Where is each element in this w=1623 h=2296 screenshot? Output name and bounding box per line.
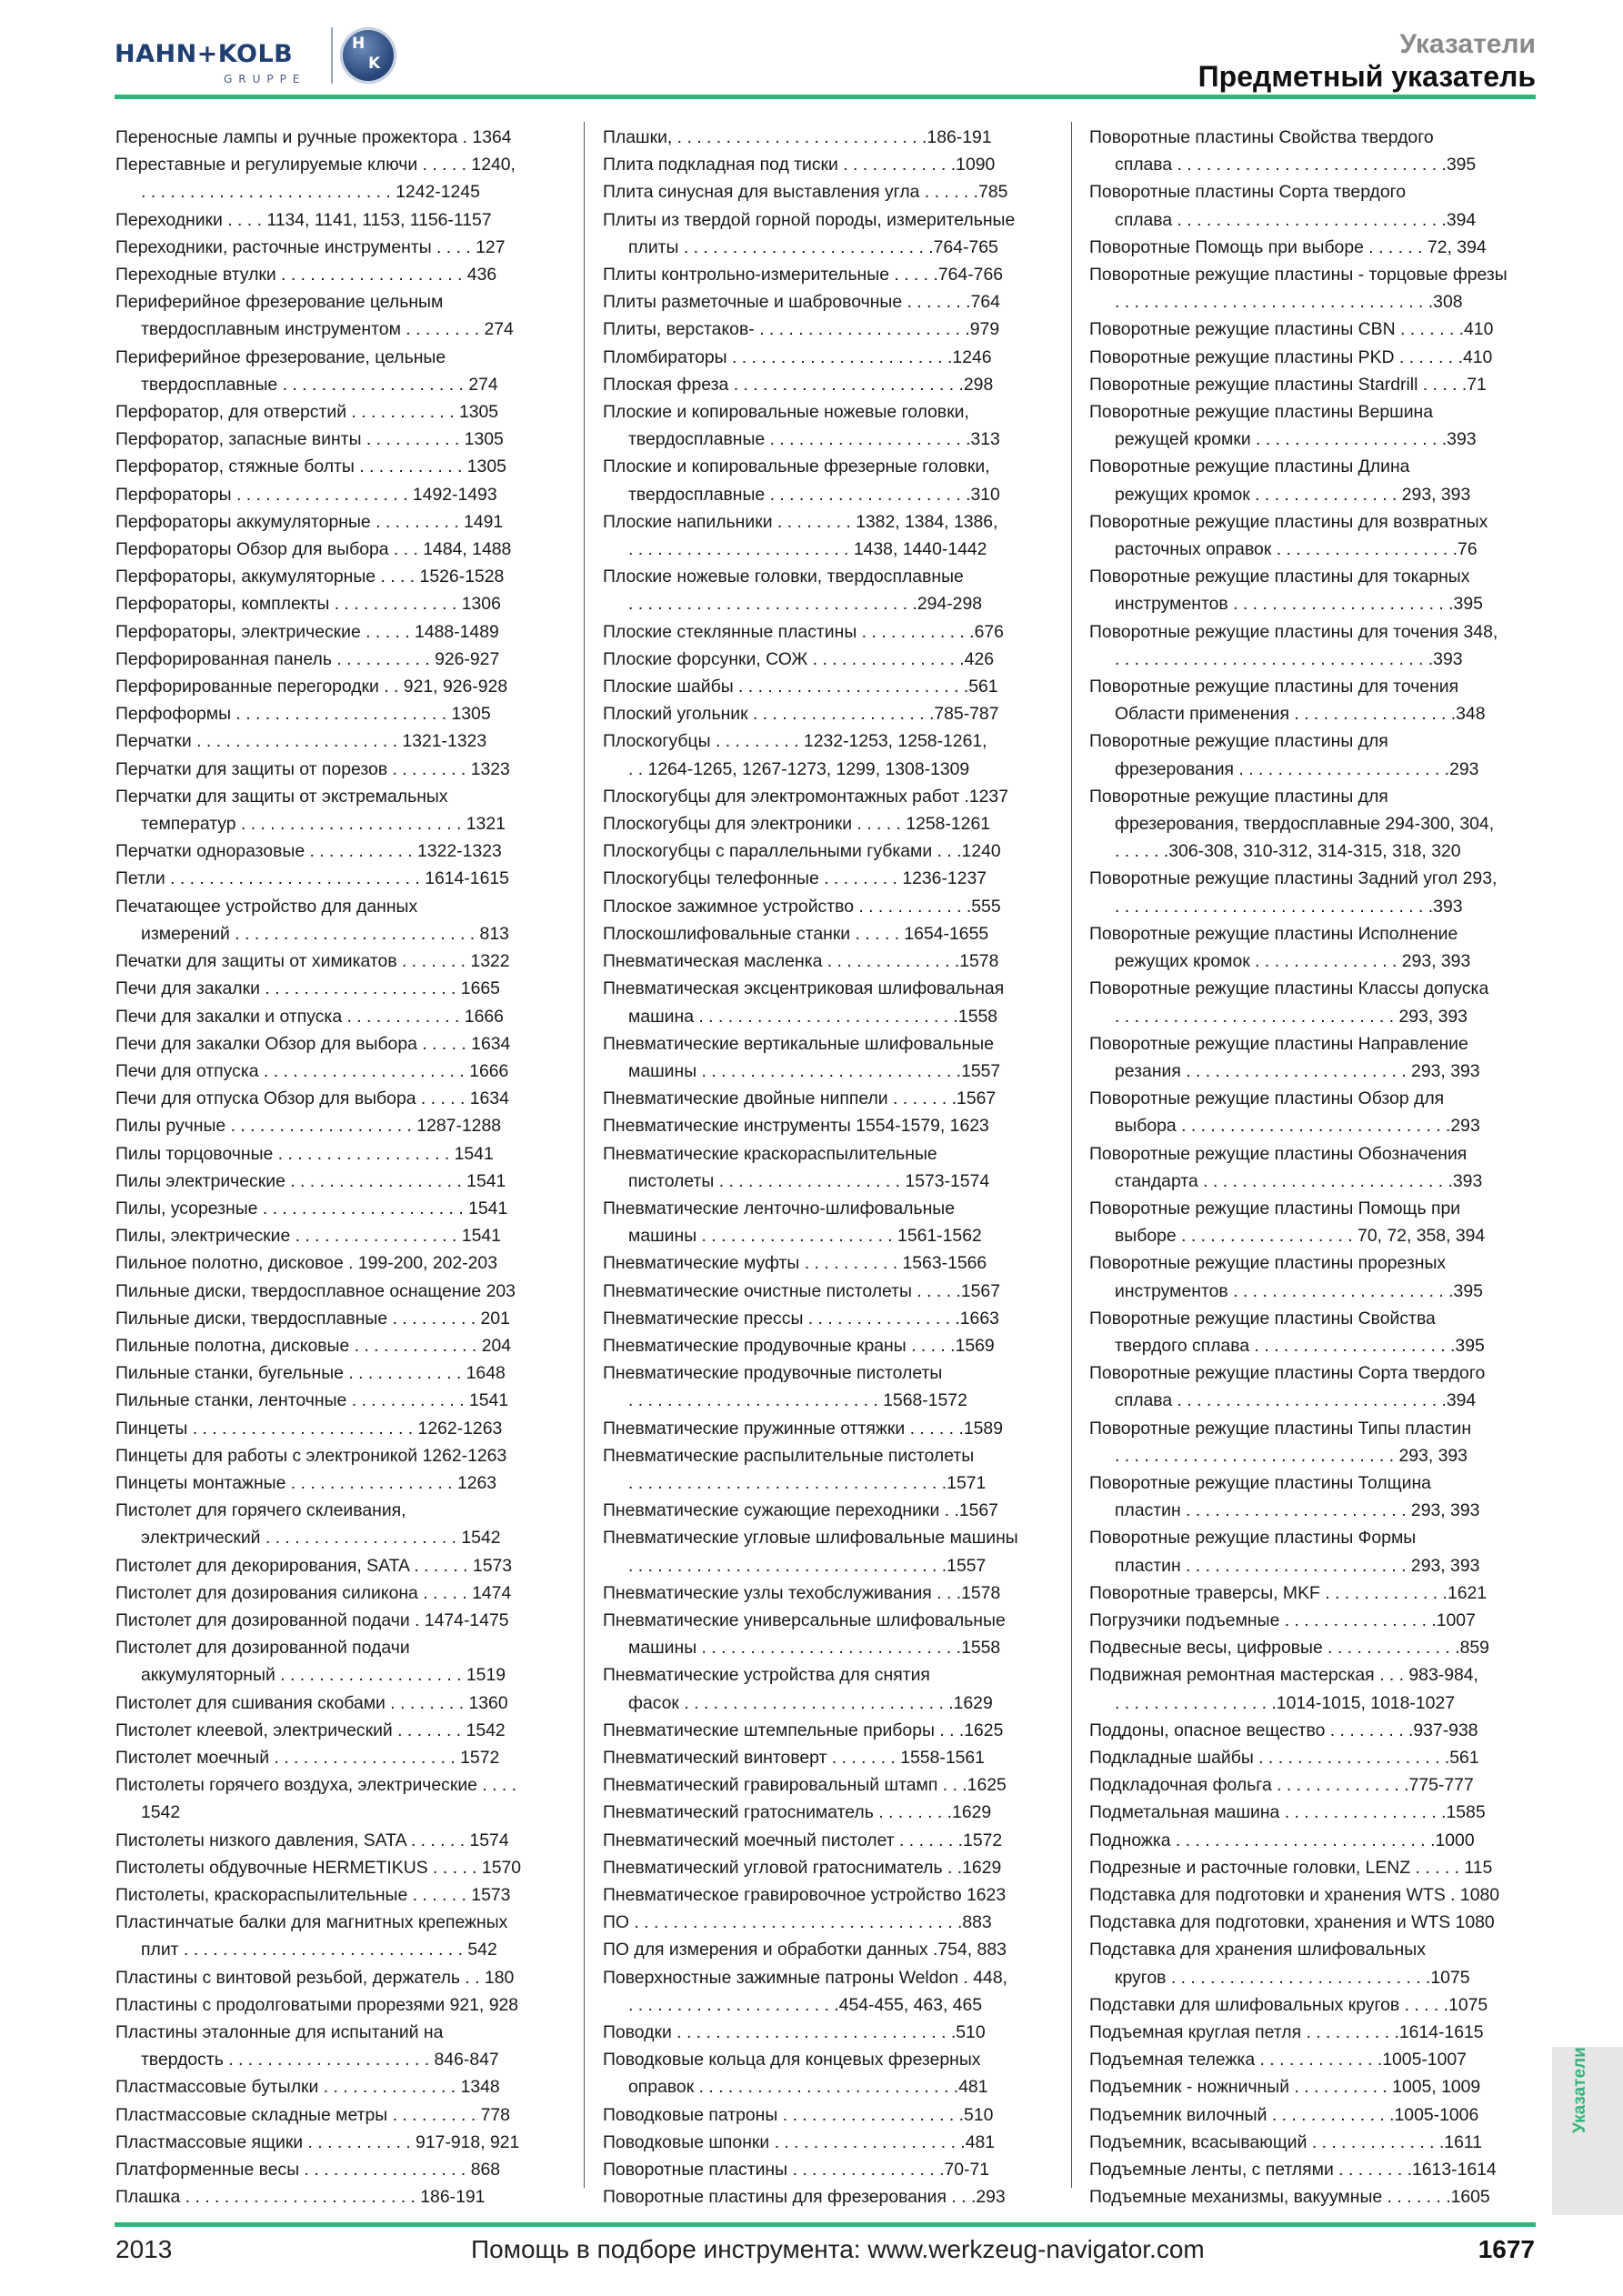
index-entry: Плоские и копировальные ножевые головки, bbox=[603, 402, 969, 423]
index-entry: . . . . . . . . . . . . . . . . . . . . . . . . . . . . . 293, 393 bbox=[1115, 1006, 1468, 1027]
index-entry: Области применения . . . . . . . . . . . . . . . . .348 bbox=[1115, 704, 1486, 725]
index-entry: Пильные диски, твердосплавное оснащение 203 bbox=[115, 1280, 516, 1301]
index-entry: Пневматические распылительные пистолеты bbox=[603, 1445, 975, 1466]
index-entry: Пневматический угловой гратосниматель . .1629 bbox=[603, 1857, 1002, 1878]
index-entry: Плашки, . . . . . . . . . . . . . . . . . . . . . . . . . .186-191 bbox=[603, 127, 992, 147]
index-entry: Плоские ножевые головки, твердосплавные bbox=[603, 566, 964, 587]
index-entry: Плиты контрольно-измерительные . . . . .764-766 bbox=[603, 265, 1004, 286]
index-entry: Плиты из твердой горной породы, измерительные bbox=[603, 209, 1016, 230]
index-entry: Подставка для хранения шлифовальных bbox=[1089, 1940, 1426, 1960]
index-entry: Поворотные режущие пластины Направление bbox=[1089, 1033, 1468, 1054]
index-entry: Пильные станки, ленточные . . . . . . . . . . . . 1541 bbox=[115, 1390, 509, 1411]
index-entry: . . 1264-1265, 1267-1273, 1299, 1308-1309 bbox=[628, 758, 970, 779]
index-entry: Печи для отпуска . . . . . . . . . . . . . . . . . . . . . 1666 bbox=[115, 1060, 509, 1081]
index-entry: Плоская фреза . . . . . . . . . . . . . . . . . . . . . . . .298 bbox=[603, 374, 994, 395]
index-entry: Поддоны, опасное вещество . . . . . . . . .937-938 bbox=[1089, 1719, 1478, 1740]
index-entry: Перчатки . . . . . . . . . . . . . . . . . . . . . 1321-1323 bbox=[115, 731, 487, 752]
index-entry: Пневматические узлы техобслуживания . . .1578 bbox=[603, 1582, 1001, 1603]
page-number: 1677 bbox=[1478, 2235, 1535, 2263]
index-entry: Печи для закалки и отпуска . . . . . . . . . . . . 1666 bbox=[115, 1006, 504, 1027]
index-entry: инструментов . . . . . . . . . . . . . . . . . . . . . . .395 bbox=[1115, 594, 1483, 615]
index-entry: расточных оправок . . . . . . . . . . . . . . . . . . .76 bbox=[1115, 539, 1478, 560]
index-entry: . . . . . .306-308, 310-312, 314-315, 318, 320 bbox=[1115, 841, 1461, 862]
index-entry: Плоскогубцы с параллельными губками . . .1240 bbox=[603, 841, 1001, 862]
index-entry: ПО для измерения и обработки данных .754, 883 bbox=[603, 1940, 1007, 1960]
index-entry: кругов . . . . . . . . . . . . . . . . . . . . . . . . . . .1075 bbox=[1115, 1967, 1470, 1988]
index-entry: Поворотные режущие пластины Stardrill . . . . .71 bbox=[1089, 374, 1487, 395]
index-entry: Переходники . . . . 1134, 1141, 1153, 1156-1157 bbox=[115, 209, 492, 230]
index-entry: Плоские и копировальные фрезерные головки, bbox=[603, 456, 990, 477]
index-entry: Печи для закалки Обзор для выбора . . . . . 1634 bbox=[115, 1033, 511, 1054]
index-entry: Пистолет для дозированной подачи . 1474-1475 bbox=[115, 1609, 509, 1630]
index-entry: Пневматические очистные пистолеты . . . . .1567 bbox=[603, 1280, 1000, 1301]
index-entry: Плита подкладная под тиски . . . . . . . . . . . .1090 bbox=[603, 155, 996, 175]
index-entry: твердость . . . . . . . . . . . . . . . . . . . . . 846-847 bbox=[141, 2050, 499, 2070]
index-entry: Плоские напильники . . . . . . . . 1382, 1384, 1386, bbox=[603, 511, 998, 532]
index-entry: Пневматическое гравировочное устройство 1623 bbox=[603, 1885, 1007, 1905]
index-entry: Пистолет моечный . . . . . . . . . . . . . . . . . . . 1572 bbox=[115, 1747, 500, 1768]
index-entry: Пилы торцовочные . . . . . . . . . . . . . . . . . . 1541 bbox=[115, 1143, 494, 1164]
index-column-2 bbox=[603, 124, 1053, 2211]
index-entry: Перфорированная панель . . . . . . . . . . 926-927 bbox=[115, 648, 500, 669]
index-entry: Поворотные режущие пластины прорезных bbox=[1089, 1253, 1447, 1274]
index-entry: Подъемник - ножничный . . . . . . . . . . 1005, 1009 bbox=[1089, 2077, 1481, 2098]
index-entry: Плашка . . . . . . . . . . . . . . . . . . . . . . . . 186-191 bbox=[115, 2187, 486, 2208]
index-entry: Переходные втулки . . . . . . . . . . . . . . . . . . . 436 bbox=[115, 265, 497, 286]
index-entry: Пневматическая масленка . . . . . . . . . . . . . .1578 bbox=[603, 951, 999, 972]
index-entry: Перчатки для защиты от экстремальных bbox=[115, 786, 448, 807]
index-entry: . . . . . . . . . . . . . . . . . . . . . . . . . . . . . . . . .308 bbox=[1115, 292, 1463, 313]
page-title: Предметный указатель bbox=[1197, 60, 1536, 93]
index-entry: Пилы ручные . . . . . . . . . . . . . . . . . . . 1287-1288 bbox=[115, 1116, 502, 1137]
index-entry: Перфораторы, комплекты . . . . . . . . . . . . . 1306 bbox=[115, 594, 501, 615]
index-entry: пистолеты . . . . . . . . . . . . . . . . . . . 1573-1574 bbox=[628, 1170, 990, 1191]
index-entry: оправок . . . . . . . . . . . . . . . . . . . . . . . . . . .481 bbox=[628, 2077, 988, 2098]
index-entry: Поворотные режущие пластины Вершина bbox=[1089, 402, 1434, 423]
index-entry: Пистолет для дозирования силикона . . . . . 1474 bbox=[115, 1582, 512, 1603]
index-entry: Плоские стеклянные пластины . . . . . . . . . . . .676 bbox=[603, 621, 1004, 642]
index-entry: Подъемная тележка . . . . . . . . . . . . .1005-1007 bbox=[1089, 2050, 1467, 2070]
index-entry: Поворотные режущие пластины Сорта твердого bbox=[1089, 1363, 1486, 1384]
index-entry: Печи для отпуска Обзор для выбора . . . . . 1634 bbox=[115, 1088, 509, 1109]
index-entry: Поворотные режущие пластины CBN . . . . . . .410 bbox=[1089, 319, 1494, 340]
index-entry: режущих кромок . . . . . . . . . . . . . . . 293, 393 bbox=[1115, 484, 1471, 505]
index-entry: Пистолеты, краскораспылительные . . . . . . 1573 bbox=[115, 1885, 511, 1905]
index-entry: температур . . . . . . . . . . . . . . . . . . . . . . . 1321 bbox=[141, 814, 506, 835]
index-entry: Пластмассовые складные метры . . . . . . . . . 778 bbox=[115, 2104, 510, 2125]
index-entry: Пластины эталонные для испытаний на bbox=[115, 2022, 444, 2043]
index-entry: Пинцеты . . . . . . . . . . . . . . . . . . . . . . . 1262-1263 bbox=[115, 1418, 503, 1439]
footer-divider bbox=[115, 2222, 1536, 2227]
index-entry: твердого сплава . . . . . . . . . . . . . . . . . . . . .395 bbox=[1115, 1335, 1485, 1356]
index-entry: Подставка для подготовки и хранения WTS . 1080 bbox=[1089, 1885, 1500, 1905]
index-entry: Петли . . . . . . . . . . . . . . . . . . . . . . . . . . 1614-1615 bbox=[115, 868, 509, 889]
index-entry: Пневматические краскораспылительные bbox=[603, 1143, 937, 1164]
index-entry: Перфорированные перегородки . . 921, 926-928 bbox=[115, 677, 508, 697]
index-entry: Перфоратор, для отверстий . . . . . . . . . . . 1305 bbox=[115, 402, 499, 423]
index-entry: Поворотные режущие пластины для bbox=[1089, 731, 1388, 752]
index-entry: Пинцеты монтажные . . . . . . . . . . . . . . . . . 1263 bbox=[115, 1472, 497, 1493]
logo-emblem-icon bbox=[340, 27, 396, 84]
index-entry: Перфоформы . . . . . . . . . . . . . . . . . . . . . . 1305 bbox=[115, 704, 491, 725]
index-entry: Пневматический гравировальный штамп . . .1625 bbox=[603, 1775, 1007, 1796]
index-entry: Подъемные механизмы, вакуумные . . . . . . .1605 bbox=[1089, 2187, 1490, 2208]
index-entry: машины . . . . . . . . . . . . . . . . . . . . 1561-1562 bbox=[628, 1226, 982, 1247]
index-entry: Пилы электрические . . . . . . . . . . . . . . . . . . 1541 bbox=[115, 1170, 506, 1191]
index-entry: . . . . . . . . . . . . . . . . . . . . . . . . . . . . . . . . .1557 bbox=[628, 1555, 987, 1576]
index-entry: Пневматические инструменты 1554-1579, 1623 bbox=[603, 1116, 989, 1137]
index-entry: Пильное полотно, дисковое . 199-200, 202-203 bbox=[115, 1253, 497, 1274]
index-entry: . . . . . . . . . . . . . . . . . . . . . . . . . . 1568-1572 bbox=[628, 1390, 967, 1411]
index-entry: Пломбираторы . . . . . . . . . . . . . . . . . . . . . . .1246 bbox=[603, 346, 992, 367]
index-entry: режущей кромки . . . . . . . . . . . . . . . . . . . .393 bbox=[1115, 429, 1477, 450]
index-entry: Печи для закалки . . . . . . . . . . . . . . . . . . . . 1665 bbox=[115, 978, 500, 999]
index-entry: твердосплавные . . . . . . . . . . . . . . . . . . . . .313 bbox=[628, 429, 1000, 450]
index-entry: Перфораторы . . . . . . . . . . . . . . . . . . 1492-1493 bbox=[115, 484, 497, 505]
index-entry: Пневматический моечный пистолет . . . . . . .1572 bbox=[603, 1830, 1003, 1850]
index-entry: Поворотные режущие пластины для токарных bbox=[1089, 566, 1470, 587]
emblem-letter-h: H bbox=[352, 35, 366, 53]
index-entry: Поворотные режущие пластины для возвратных bbox=[1089, 511, 1488, 532]
footer-year: 2013 bbox=[115, 2235, 173, 2263]
index-entry: Поворотные пластины для фрезерования . . .293 bbox=[603, 2187, 1006, 2208]
index-entry: Поворотные режущие пластины Исполнение bbox=[1089, 923, 1458, 944]
index-entry: резания . . . . . . . . . . . . . . . . . . . . . . . 293, 393 bbox=[1115, 1060, 1480, 1081]
index-entry: Поворотные режущие пластины для точения 348, bbox=[1089, 621, 1498, 642]
index-entry: Пневматические пружинные оттяжки . . . . . .1589 bbox=[603, 1418, 1003, 1439]
index-entry: выборе . . . . . . . . . . . . . . . . . . 70, 72, 358, 394 bbox=[1115, 1226, 1486, 1247]
index-entry: Плоскогубцы . . . . . . . . . 1232-1253, 1258-1261, bbox=[603, 731, 987, 752]
index-entry: Пневматические ленточно-шлифовальные bbox=[603, 1198, 956, 1218]
index-entry: Пластинчатые балки для магнитных крепежных bbox=[115, 1912, 508, 1933]
index-entry: Поворотные режущие пластины для точения bbox=[1089, 677, 1459, 697]
index-entry: Пистолет для горячего склеивания, bbox=[115, 1500, 406, 1521]
index-entry: Пневматические прессы . . . . . . . . . . . . . . . .1663 bbox=[603, 1308, 999, 1328]
index-entry: Поворотные режущие пластины Помощь при bbox=[1089, 1198, 1461, 1218]
index-entry: Пильные полотна, дисковые . . . . . . . . . . . . . 204 bbox=[115, 1335, 512, 1356]
index-entry: Поводковые кольца для концевых фрезерных bbox=[603, 2050, 981, 2070]
index-entry: Поворотные пластины . . . . . . . . . . . . . . . .70-71 bbox=[603, 2160, 990, 2181]
index-entry: Поворотные режущие пластины Задний угол 293, bbox=[1089, 868, 1498, 889]
index-entry: Пильные станки, бугельные . . . . . . . . . . . . 1648 bbox=[115, 1363, 506, 1384]
index-entry: Поворотные режущие пластины Классы допуска bbox=[1089, 978, 1489, 999]
index-entry: Плоскогубцы для электроники . . . . . 1258-1261 bbox=[603, 814, 991, 835]
index-entry: Поворотные режущие пластины Обзор для bbox=[1089, 1088, 1445, 1109]
index-entry: Подметальная машина . . . . . . . . . . . . . . . . .1585 bbox=[1089, 1802, 1486, 1823]
index-entry: Переходники, расточные инструменты . . . . 127 bbox=[115, 236, 506, 257]
index-entry: Подставки для шлифовальных кругов . . . . .1075 bbox=[1089, 1994, 1488, 2015]
index-entry: Поворотные траверсы, MKF . . . . . . . . . . . . .1621 bbox=[1089, 1582, 1488, 1603]
index-entry: Перчатки одноразовые . . . . . . . . . . . 1322-1323 bbox=[115, 841, 502, 862]
index-entry: Перфораторы Обзор для выбора . . . 1484, 1488 bbox=[115, 539, 512, 560]
index-entry: . . . . . . . . . . . . . . . . . . . . . . . 1438, 1440-1442 bbox=[628, 539, 987, 560]
index-entry: . . . . . . . . . . . . . . . . . . . . . .454-455, 463, 465 bbox=[628, 1994, 983, 2015]
index-entry: фрезерования, твердосплавные 294-300, 304, bbox=[1115, 814, 1495, 835]
index-entry: Плоскогубцы телефонные . . . . . . . . 1236-1237 bbox=[603, 868, 987, 889]
index-entry: Поворотные режущие пластины Формы bbox=[1089, 1528, 1417, 1549]
index-entry: Перфораторы аккумуляторные . . . . . . . . . 1491 bbox=[115, 511, 504, 532]
index-entry: Пневматические угловые шлифовальные машины bbox=[603, 1528, 1018, 1549]
index-entry: Периферийное фрезерование, цельные bbox=[115, 346, 446, 367]
index-entry: режущих кромок . . . . . . . . . . . . . . . 293, 393 bbox=[1115, 951, 1471, 972]
index-entry: Периферийное фрезерование цельным bbox=[115, 292, 444, 313]
index-entry: Подъемная круглая петля . . . . . . . . . .1614-1615 bbox=[1089, 2022, 1484, 2043]
index-entry: твердосплавные . . . . . . . . . . . . . . . . . . . . .310 bbox=[628, 484, 1000, 505]
index-entry: Пневматические продувочные пистолеты bbox=[603, 1363, 943, 1384]
index-entry: Плоскогубцы для электромонтажных работ .1237 bbox=[603, 786, 1008, 807]
index-entry: Переставные и регулируемые ключи . . . . . 1240, bbox=[115, 155, 516, 175]
index-entry: Пистолет клеевой, электрический . . . . . . . 1542 bbox=[115, 1719, 506, 1740]
index-entry: Пластмассовые ящики . . . . . . . . . . . 917-918, 921 bbox=[115, 2131, 520, 2152]
index-entry: твердосплавные . . . . . . . . . . . . . . . . . . . 274 bbox=[141, 374, 498, 395]
index-entry: Пневматические муфты . . . . . . . . . . 1563-1566 bbox=[603, 1253, 987, 1274]
index-entry: Пневматические универсальные шлифовальные bbox=[603, 1609, 1006, 1630]
index-entry: плит . . . . . . . . . . . . . . . . . . . . . . . . . . . . . 542 bbox=[141, 1940, 497, 1960]
index-entry: машины . . . . . . . . . . . . . . . . . . . . . . . . . . .1557 bbox=[628, 1060, 1001, 1081]
index-entry: Пневматические сужающие переходники . .1567 bbox=[603, 1500, 998, 1521]
index-entry: Подрезные и расточные головки, LENZ . . . . . 115 bbox=[1089, 1857, 1493, 1878]
index-entry: Пластмассовые бутылки . . . . . . . . . . . . . . 1348 bbox=[115, 2077, 500, 2098]
index-entry: Пилы, усорезные . . . . . . . . . . . . . . . . . . . . . 1541 bbox=[115, 1198, 508, 1218]
index-entry: Поворотные режущие пластины Свойства bbox=[1089, 1308, 1436, 1328]
index-entry: фасок . . . . . . . . . . . . . . . . . . . . . . . . . . . .1629 bbox=[628, 1692, 993, 1713]
index-entry: Поворотные режущие пластины Толщина bbox=[1089, 1472, 1431, 1493]
index-entry: Подкладочная фольга . . . . . . . . . . . . . .775-777 bbox=[1089, 1775, 1474, 1796]
column-divider bbox=[584, 122, 585, 2188]
index-entry: Поворотные режущие пластины - торцовые фрезы bbox=[1089, 265, 1508, 286]
index-entry: Перфораторы, электрические . . . . . 1488-1489 bbox=[115, 621, 499, 642]
index-entry: Пластины с винтовой резьбой, держатель . . 180 bbox=[115, 1967, 515, 1988]
index-entry: Поводковые патроны . . . . . . . . . . . . . . . . . . .510 bbox=[603, 2104, 994, 2125]
index-entry: электрический . . . . . . . . . . . . . . . . . . . . 1542 bbox=[141, 1528, 501, 1549]
index-entry: инструментов . . . . . . . . . . . . . . . . . . . . . . .395 bbox=[1115, 1280, 1483, 1301]
index-entry: сплава . . . . . . . . . . . . . . . . . . . . . . . . . . . .394 bbox=[1115, 209, 1477, 230]
index-entry: Платформенные весы . . . . . . . . . . . . . . . . . 868 bbox=[115, 2160, 501, 2181]
index-entry: Плоское зажимное устройство . . . . . . . . . . . .555 bbox=[603, 896, 1001, 917]
index-entry: Переносные лампы и ручные прожектора . 1364 bbox=[115, 127, 512, 147]
index-entry: Пневматический винтоверт . . . . . . . 1558-1561 bbox=[603, 1747, 985, 1768]
index-entry: Пистолет для дозированной подачи bbox=[115, 1638, 410, 1659]
index-entry: Пневматический гратосниматель . . . . . . . .1629 bbox=[603, 1802, 992, 1823]
index-entry: Пластины с продолговатыми прорезями 921, 928 bbox=[115, 1994, 519, 2015]
index-entry: Пильные диски, твердосплавные . . . . . . . . . 201 bbox=[115, 1308, 510, 1328]
index-entry: Пинцеты для работы с электроникой 1262-1263 bbox=[115, 1445, 507, 1466]
index-entry: Печатающее устройство для данных bbox=[115, 896, 418, 917]
index-entry: Пистолеты низкого давления, SATA . . . . . . 1574 bbox=[115, 1830, 509, 1850]
index-entry: Перфоратор, запасные винты . . . . . . . . . . 1305 bbox=[115, 429, 504, 450]
index-entry: измерений . . . . . . . . . . . . . . . . . . . . . . . . . 813 bbox=[141, 923, 509, 944]
index-entry: 1542 bbox=[141, 1802, 181, 1823]
index-entry: Плита синусная для выставления угла . . . . . .785 bbox=[603, 182, 1008, 203]
index-entry: пластин . . . . . . . . . . . . . . . . . . . . . . . 293, 393 bbox=[1115, 1500, 1480, 1521]
index-entry: Пневматические продувочные краны . . . . .1569 bbox=[603, 1335, 995, 1356]
logo-wordmark: HAHN+KOLB bbox=[115, 40, 294, 68]
index-entry: Подставка для подготовки, хранения и WTS 1080 bbox=[1089, 1912, 1495, 1933]
index-entry: фрезерования . . . . . . . . . . . . . . . . . . . . . .293 bbox=[1115, 758, 1479, 779]
section-label: Указатели bbox=[1399, 29, 1536, 59]
index-entry: Плоские шайбы . . . . . . . . . . . . . . . . . . . . . . . .561 bbox=[603, 677, 998, 697]
column-divider bbox=[1071, 122, 1072, 2188]
index-entry: пластин . . . . . . . . . . . . . . . . . . . . . . . 293, 393 bbox=[1115, 1555, 1480, 1576]
index-entry: твердосплавным инструментом . . . . . . . . 274 bbox=[141, 319, 514, 340]
index-entry: Поводки . . . . . . . . . . . . . . . . . . . . . . . . . . . . .510 bbox=[603, 2022, 986, 2043]
index-entry: Подъемник вилочный . . . . . . . . . . . . .1005-1006 bbox=[1089, 2104, 1479, 2125]
index-entry: Подвесные весы, цифровые . . . . . . . . . . . . . .859 bbox=[1089, 1638, 1489, 1659]
index-entry: Пистолеты горячего воздуха, электрические . . . . bbox=[115, 1775, 517, 1796]
index-entry: Перфоратор, стяжные болты . . . . . . . . . . . 1305 bbox=[115, 456, 506, 477]
index-entry: выбора . . . . . . . . . . . . . . . . . . . . . . . . . . . .293 bbox=[1115, 1116, 1480, 1137]
index-entry: Поворотные пластины Свойства твердого bbox=[1089, 127, 1434, 147]
index-entry: Плоский угольник . . . . . . . . . . . . . . . . . . .785-787 bbox=[603, 704, 999, 725]
index-entry: Печатки для защиты от химикатов . . . . . . . 1322 bbox=[115, 951, 510, 972]
index-entry: Пистолет для декорирования, SATA . . . . . . 1573 bbox=[115, 1555, 513, 1576]
index-entry: Погрузчики подъемные . . . . . . . . . . . . . . . .1007 bbox=[1089, 1609, 1476, 1630]
index-entry: Плиты разметочные и шабровочные . . . . . . .764 bbox=[603, 292, 1000, 313]
index-entry: ПО . . . . . . . . . . . . . . . . . . . . . . . . . . . . . . . . . .883 bbox=[603, 1912, 992, 1933]
index-entry: сплава . . . . . . . . . . . . . . . . . . . . . . . . . . . .394 bbox=[1115, 1390, 1477, 1411]
index-column-1 bbox=[115, 124, 566, 2211]
index-entry: Подвижная ремонтная мастерская . . . 983-984, bbox=[1089, 1665, 1478, 1686]
index-entry: Пневматические вертикальные шлифовальные bbox=[603, 1033, 995, 1054]
index-entry: Пилы, электрические . . . . . . . . . . . . . . . . . 1541 bbox=[115, 1226, 501, 1247]
index-entry: машины . . . . . . . . . . . . . . . . . . . . . . . . . . .1558 bbox=[628, 1638, 1001, 1659]
index-entry: Плоскошлифовальные станки . . . . . 1654-1655 bbox=[603, 923, 989, 944]
index-entry: машина . . . . . . . . . . . . . . . . . . . . . . . . . . .1558 bbox=[628, 1006, 998, 1027]
index-entry: . . . . . . . . . . . . . . . . . . . . . . . . . . . . . .294-298 bbox=[628, 594, 983, 615]
index-entry: Поворотные Помощь при выборе . . . . . . 72, 394 bbox=[1089, 236, 1487, 257]
brand-logo bbox=[115, 24, 415, 87]
index-entry: Пистолет для сшивания скобами . . . . . . . . 1360 bbox=[115, 1692, 508, 1713]
index-entry: Плоские форсунки, СОЖ . . . . . . . . . . . . . . . .426 bbox=[603, 648, 995, 669]
header-divider bbox=[115, 95, 1536, 99]
index-entry: . . . . . . . . . . . . . . . . . . . . . . . . . . 1242-1245 bbox=[141, 182, 480, 203]
index-entry: Пистолеты обдувочные HERMETIKUS . . . . . 1570 bbox=[115, 1857, 522, 1878]
emblem-letter-k: K bbox=[368, 55, 381, 73]
index-entry: Поворотные режущие пластины Длина bbox=[1089, 456, 1410, 477]
index-entry: Перфораторы, аккумуляторные . . . . 1526-1528 bbox=[115, 566, 505, 587]
index-entry: Плиты, верстаков- . . . . . . . . . . . . . . . . . . . . . .979 bbox=[603, 319, 1000, 340]
index-entry: сплава . . . . . . . . . . . . . . . . . . . . . . . . . . . .395 bbox=[1115, 155, 1477, 175]
index-entry: плиты . . . . . . . . . . . . . . . . . . . . . . . . . .764-765 bbox=[628, 236, 998, 257]
index-entry: Перчатки для защиты от порезов . . . . . . . . 1323 bbox=[115, 758, 510, 779]
index-entry: Поворотные режущие пластины для bbox=[1089, 786, 1388, 807]
index-entry: Подъемные ленты, с петлями . . . . . . . .1613-1614 bbox=[1089, 2160, 1497, 2181]
index-entry: Пневматическая эксцентриковая шлифовальная bbox=[603, 978, 1005, 999]
logo-subtitle: GRUPPE bbox=[224, 73, 306, 85]
index-entry: Поворотные пластины Сорта твердого bbox=[1089, 182, 1407, 203]
index-entry: Подножка . . . . . . . . . . . . . . . . . . . . . . . . . . .1000 bbox=[1089, 1830, 1475, 1850]
index-entry: Поводковые шпонки . . . . . . . . . . . . . . . . . . . .481 bbox=[603, 2131, 996, 2152]
index-entry: аккумуляторный . . . . . . . . . . . . . . . . . . . 1519 bbox=[141, 1665, 506, 1686]
logo-separator bbox=[331, 27, 333, 84]
index-entry: Поворотные режущие пластины Типы пластин bbox=[1089, 1418, 1472, 1439]
index-entry: Поворотные режущие пластины Обозначения bbox=[1089, 1143, 1468, 1164]
index-entry: . . . . . . . . . . . . . . . . . . . . . . . . . . . . . . . . .393 bbox=[1115, 896, 1463, 917]
index-entry: . . . . . . . . . . . . . . . . . . . . . . . . . . . . . . . . .1571 bbox=[628, 1472, 987, 1493]
index-entry: . . . . . . . . . . . . . . . . .1014-1015, 1018-1027 bbox=[1115, 1692, 1456, 1713]
index-entry: . . . . . . . . . . . . . . . . . . . . . . . . . . . . . 293, 393 bbox=[1115, 1445, 1468, 1466]
index-entry: Подъемник, всасывающий . . . . . . . . . . . . . .1611 bbox=[1089, 2131, 1482, 2152]
index-entry: . . . . . . . . . . . . . . . . . . . . . . . . . . . . . . . . .393 bbox=[1115, 648, 1463, 669]
index-entry: Поворотные режущие пластины PKD . . . . . . .410 bbox=[1089, 346, 1493, 367]
side-tab-label: Указатели bbox=[1570, 2047, 1589, 2133]
index-column-3 bbox=[1089, 124, 1539, 2211]
footer-website: Помощь в подборе инструмента: www.werkzeug-navigator.com bbox=[471, 2235, 1205, 2263]
index-entry: Подкладные шайбы . . . . . . . . . . . . . . . . . . . .561 bbox=[1089, 1747, 1479, 1768]
index-entry: Пневматические штемпельные приборы . . .1625 bbox=[603, 1719, 1004, 1740]
index-entry: Пневматические устройства для снятия bbox=[603, 1665, 930, 1686]
index-entry: Пневматические двойные ниппели . . . . . . .1567 bbox=[603, 1088, 997, 1109]
index-entry: стандарта . . . . . . . . . . . . . . . . . . . . . . . . . .393 bbox=[1115, 1170, 1483, 1191]
index-entry: Поверхностные зажимные патроны Weldon . 448, bbox=[603, 1967, 1007, 1988]
